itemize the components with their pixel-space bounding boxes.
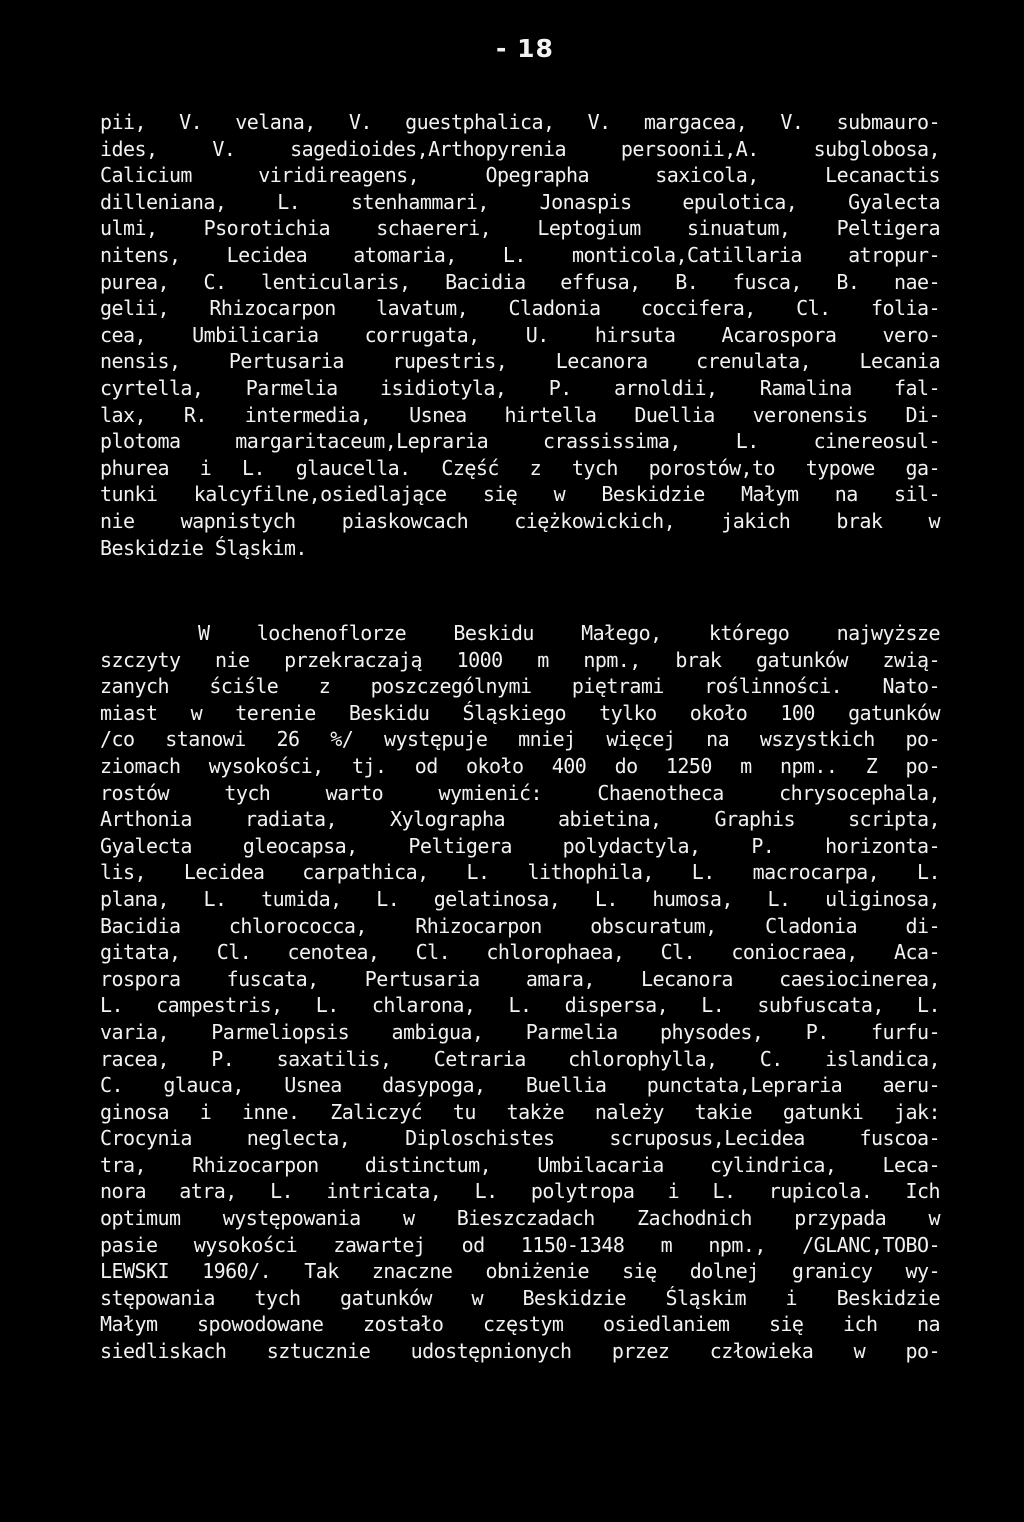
text-line: varia, Parmeliopsis ambigua, Parmelia physodes, P. furfu- xyxy=(100,1019,940,1044)
text-line: Arthonia radiata, Xylographa abietina, Graphis scripta, xyxy=(100,807,940,832)
text-line: zanych ściśle z poszczególnymi piętrami roślinności. Nato- xyxy=(100,674,940,699)
text-line: ziomach wysokości, tj. od około 400 do 1250 m npm.. Z po- xyxy=(100,753,940,778)
text-line: pasie wysokości zawartej od 1150-1348 m npm., /GLANC,TOBO- xyxy=(100,1232,940,1257)
text-line: nensis, Pertusaria rupestris, Lecanora crenulata, Lecania xyxy=(100,349,940,374)
text-line: cyrtella, Parmelia isidiotyla, P. arnoldii, Ramalina fal- xyxy=(100,375,940,400)
page-number: - 18 xyxy=(496,34,554,63)
text-line: optimum występowania w Bieszczadach Zachodnich przypada w xyxy=(100,1206,940,1231)
text-line: ginosa i inne. Zaliczyć tu także należy takie gatunki jak: xyxy=(100,1099,940,1124)
text-line: Crocynia neglecta, Diploschistes scruposus,Lecidea fuscoa- xyxy=(100,1126,940,1151)
text-line: Gyalecta gleocapsa, Peltigera polydactyla, P. horizonta- xyxy=(100,833,940,858)
paragraph-2 xyxy=(100,620,940,1365)
text-line: gitata, Cl. cenotea, Cl. chlorophaea, Cl. coniocraea, Aca- xyxy=(100,940,940,965)
text-line: racea, P. saxatilis, Cetraria chlorophylla, C. islandica, xyxy=(100,1046,940,1071)
text-line: szczyty nie przekraczają 1000 m npm., brak gatunków zwią- xyxy=(100,647,940,672)
text-line: Małym spowodowane zostało częstym osiedlaniem się ich na xyxy=(100,1312,940,1337)
text-line: dilleniana, L. stenhammari, Jonaspis epulotica, Gyalecta xyxy=(100,189,940,214)
text-line: tunki kalcyfilne,osiedlające się w Beskidzie Małym na sil- xyxy=(100,482,940,507)
paragraph-1 xyxy=(100,109,940,561)
text-line: rospora fuscata, Pertusaria amara, Lecanora caesiocinerea, xyxy=(100,966,940,991)
text-line: lis, Lecidea carpathica, L. lithophila, L. macrocarpa, L. xyxy=(100,860,940,885)
text-line: tra, Rhizocarpon distinctum, Umbilacaria cylindrica, Leca- xyxy=(100,1152,940,1177)
text-line: plana, L. tumida, L. gelatinosa, L. humosa, L. uliginosa, xyxy=(100,886,940,911)
text-line: gelii, Rhizocarpon lavatum, Cladonia coccifera, Cl. folia- xyxy=(100,296,940,321)
text-line: phurea i L. glaucella. Część z tych porostów,to typowe ga- xyxy=(100,455,940,480)
text-line: rostów tych warto wymienić: Chaenotheca chrysocephala, xyxy=(100,780,940,805)
text-line: Bacidia chlorococca, Rhizocarpon obscuratum, Cladonia di- xyxy=(100,913,940,938)
text-line: W lochenoflorze Beskidu Małego, którego najwyższe xyxy=(198,621,940,645)
text-line: pii, V. velana, V. guestphalica, V. margacea, V. submauro- xyxy=(100,110,940,134)
text-line: purea, C. lenticularis, Bacidia effusa, B. fusca, B. nae- xyxy=(100,269,940,294)
text-line: lax, R. intermedia, Usnea hirtella Duellia veronensis Di- xyxy=(100,402,940,427)
text-line: nitens, Lecidea atomaria, L. monticola,Catillaria atropur- xyxy=(100,242,940,267)
text-line: plotoma margaritaceum,Lepraria crassissima, L. cinereosul- xyxy=(100,429,940,454)
text-line: L. campestris, L. chlarona, L. dispersa, L. subfuscata, L. xyxy=(100,993,940,1018)
text-line: miast w terenie Beskidu Śląskiego tylko około 100 gatunków xyxy=(100,700,940,725)
text-line: LEWSKI 1960/. Tak znaczne obniżenie się dolnej granicy wy- xyxy=(100,1259,940,1284)
text-line: nie wapnistych piaskowcach ciężkowickich, jakich brak w xyxy=(100,508,940,533)
text-line: cea, Umbilicaria corrugata, U. hirsuta Acarospora vero- xyxy=(100,322,940,347)
text-line: nora atra, L. intricata, L. polytropa i L. rupicola. Ich xyxy=(100,1179,940,1204)
text-line: siedliskach sztucznie udostępnionych przez człowieka w po- xyxy=(100,1339,940,1364)
text-line: Calicium viridireagens, Opegrapha saxicola, Lecanactis xyxy=(100,163,940,188)
text-line: /co stanowi 26 %/ występuje mniej więcej na wszystkich po- xyxy=(100,727,940,752)
text-line: stępowania tych gatunków w Beskidzie Śląskim i Beskidzie xyxy=(100,1285,940,1310)
text-line: ulmi, Psorotichia schaereri, Leptogium sinuatum, Peltigera xyxy=(100,216,940,241)
text-line: C. glauca, Usnea dasypoga, Buellia punctata,Lepraria aeru- xyxy=(100,1073,940,1098)
text-line: ides, V. sagedioides,Arthopyrenia persoonii,A. subglobosa, xyxy=(100,136,940,161)
text-line: Beskidzie Śląskim. xyxy=(100,535,307,560)
